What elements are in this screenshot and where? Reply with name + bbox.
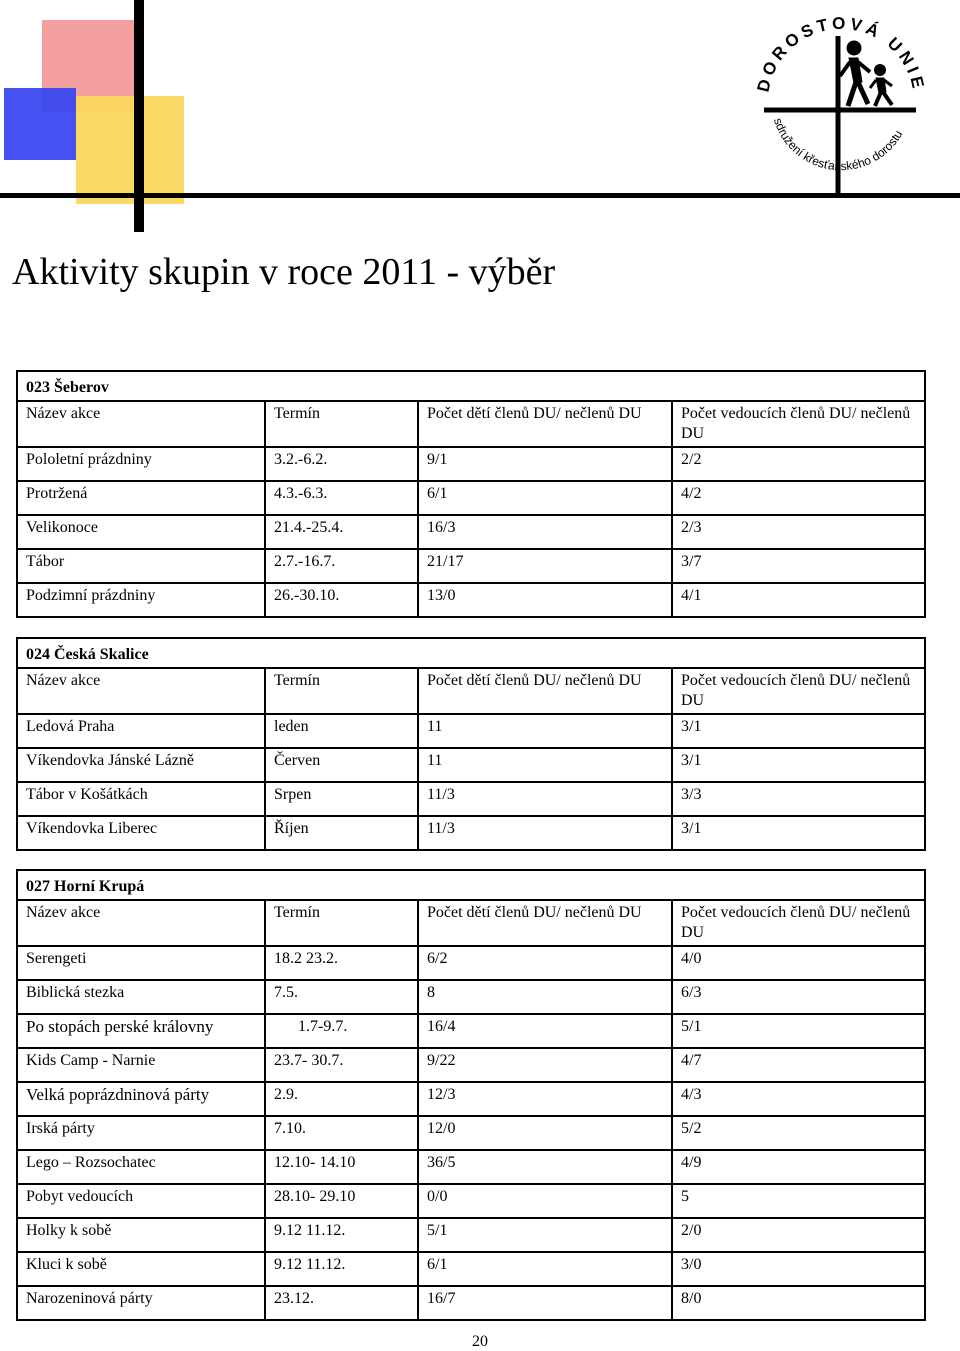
cell-date: 28.10- 29.10 (265, 1184, 418, 1218)
cell-date: Srpen (265, 782, 418, 816)
cell-children: 0/0 (418, 1184, 672, 1218)
cell-date: 7.5. (265, 980, 418, 1014)
column-header-children: Počet dětí členů DU/ nečlenů DU (418, 900, 672, 946)
cell-children: 11/3 (418, 816, 672, 850)
table-row (17, 748, 925, 782)
table-row (17, 946, 925, 980)
cell-date: 26.-30.10. (265, 583, 418, 617)
cell-date: 23.12. (265, 1286, 418, 1320)
table-row (17, 515, 925, 549)
cell-leaders: 2/0 (672, 1218, 925, 1252)
cell-date: 18.2 23.2. (265, 946, 418, 980)
cell-leaders: 5 (672, 1184, 925, 1218)
cell-leaders: 4/2 (672, 481, 925, 515)
cell-event: Protržená (17, 481, 265, 515)
cell-leaders: 3/0 (672, 1252, 925, 1286)
cell-date: 23.7- 30.7. (265, 1048, 418, 1082)
table-row (17, 1252, 925, 1286)
cell-children: 12/0 (418, 1116, 672, 1150)
column-header-leaders: Počet vedoucích členů DU/ nečlenů DU (672, 668, 925, 714)
cell-date: 21.4.-25.4. (265, 515, 418, 549)
cell-date: 9.12 11.12. (265, 1252, 418, 1286)
group-table-horni-krupa (16, 869, 926, 1321)
group-heading: 023 Šeberov (17, 371, 925, 401)
column-header-date: Termín (265, 668, 418, 714)
cell-children: 8 (418, 980, 672, 1014)
cell-date: 4.3.-6.3. (265, 481, 418, 515)
cell-leaders: 5/2 (672, 1116, 925, 1150)
cell-event: Kluci k sobě (17, 1252, 265, 1286)
column-header-children: Počet dětí členů DU/ nečlenů DU (418, 668, 672, 714)
cell-leaders: 3/3 (672, 782, 925, 816)
column-header-children: Počet dětí členů DU/ nečlenů DU (418, 401, 672, 447)
table-row (17, 816, 925, 850)
cell-children: 6/1 (418, 481, 672, 515)
cell-event: Narozeninová párty (17, 1286, 265, 1320)
svg-text:DOROSTOVÁ UNIE (754, 14, 929, 94)
cell-children: 16/7 (418, 1286, 672, 1320)
cell-children: 5/1 (418, 1218, 672, 1252)
table-row (17, 1048, 925, 1082)
cell-event: Pololetní prázdniny (17, 447, 265, 481)
cell-date: 2.9. (265, 1082, 418, 1116)
table-row (17, 1286, 925, 1320)
cell-children: 6/2 (418, 946, 672, 980)
cell-leaders: 4/3 (672, 1082, 925, 1116)
cell-leaders: 6/3 (672, 980, 925, 1014)
cell-event: Holky k sobě (17, 1218, 265, 1252)
table-row (17, 1116, 925, 1150)
cell-leaders: 4/0 (672, 946, 925, 980)
cell-event: Kids Camp - Narnie (17, 1048, 265, 1082)
cell-date: Říjen (265, 816, 418, 850)
table-row (17, 447, 925, 481)
cell-event: Velká poprázdninová párty (17, 1082, 265, 1116)
cell-date: 9.12 11.12. (265, 1218, 418, 1252)
decor-square-yellow (76, 96, 184, 204)
page-title: Aktivity skupin v roce 2011 - výběr (12, 251, 556, 293)
table-row (17, 1150, 925, 1184)
cell-children: 11 (418, 714, 672, 748)
cell-event: Po stopách perské královny (17, 1014, 265, 1048)
table-row (17, 1218, 925, 1252)
column-header-date: Termín (265, 401, 418, 447)
cell-leaders: 3/1 (672, 714, 925, 748)
cell-children: 9/22 (418, 1048, 672, 1082)
cell-children: 12/3 (418, 1082, 672, 1116)
table-row (17, 1014, 925, 1048)
table-row (17, 714, 925, 748)
cell-leaders: 3/1 (672, 748, 925, 782)
cell-event: Pobyt vedoucích (17, 1184, 265, 1218)
group-table-ceska-skalice (16, 637, 926, 851)
cell-event: Tábor v Košátkách (17, 782, 265, 816)
table-row (17, 583, 925, 617)
column-header-leaders: Počet vedoucích členů DU/ nečlenů DU (672, 900, 925, 946)
logo-sub-text: sdružení křesťanského dorostu (770, 116, 906, 174)
column-header-event: Název akce (17, 900, 265, 946)
table-row (17, 1082, 925, 1116)
cell-date: 1.7-9.7. (265, 1014, 418, 1048)
table-row (17, 980, 925, 1014)
page-number: 20 (472, 1333, 488, 1350)
cell-leaders: 4/1 (672, 583, 925, 617)
cell-event: Víkendovka Jánské Lázně (17, 748, 265, 782)
cell-event: Velikonoce (17, 515, 265, 549)
table-row (17, 782, 925, 816)
cell-date: 7.10. (265, 1116, 418, 1150)
cell-children: 11/3 (418, 782, 672, 816)
cell-date: 12.10- 14.10 (265, 1150, 418, 1184)
cell-leaders: 5/1 (672, 1014, 925, 1048)
cell-children: 6/1 (418, 1252, 672, 1286)
table-row (17, 481, 925, 515)
cell-children: 16/4 (418, 1014, 672, 1048)
cell-event: Lego – Rozsochatec (17, 1150, 265, 1184)
cell-event: Irská párty (17, 1116, 265, 1150)
cell-leaders: 4/7 (672, 1048, 925, 1082)
decor-square-blue (4, 88, 76, 160)
cell-children: 16/3 (418, 515, 672, 549)
cell-leaders: 4/9 (672, 1150, 925, 1184)
cell-event: Serengeti (17, 946, 265, 980)
column-header-date: Termín (265, 900, 418, 946)
cell-leaders: 8/0 (672, 1286, 925, 1320)
cell-children: 36/5 (418, 1150, 672, 1184)
cell-event: Tábor (17, 549, 265, 583)
group-heading: 024 Česká Skalice (17, 638, 925, 668)
table-row (17, 1184, 925, 1218)
cell-children: 21/17 (418, 549, 672, 583)
cell-event: Ledová Praha (17, 714, 265, 748)
cell-event: Podzimní prázdniny (17, 583, 265, 617)
cell-leaders: 2/2 (672, 447, 925, 481)
logo-arc-text: DOROSTOVÁ UNIE (753, 13, 929, 94)
column-header-event: Název akce (17, 668, 265, 714)
cell-children: 13/0 (418, 583, 672, 617)
cell-date: 2.7.-16.7. (265, 549, 418, 583)
cell-leaders: 3/7 (672, 549, 925, 583)
group-heading: 027 Horní Krupá (17, 870, 925, 900)
table-row (17, 549, 925, 583)
cell-event: Víkendovka Liberec (17, 816, 265, 850)
group-table-seberov (16, 370, 926, 618)
dorostova-unie-logo (746, 6, 936, 198)
cell-leaders: 3/1 (672, 816, 925, 850)
cell-date: leden (265, 714, 418, 748)
column-header-event: Název akce (17, 401, 265, 447)
cell-date: Červen (265, 748, 418, 782)
cell-event: Biblická stezka (17, 980, 265, 1014)
cell-leaders: 2/3 (672, 515, 925, 549)
cell-children: 9/1 (418, 447, 672, 481)
column-header-leaders: Počet vedoucích členů DU/ nečlenů DU (672, 401, 925, 447)
running-figures-icon (840, 41, 892, 106)
cell-children: 11 (418, 748, 672, 782)
cell-date: 3.2.-6.2. (265, 447, 418, 481)
